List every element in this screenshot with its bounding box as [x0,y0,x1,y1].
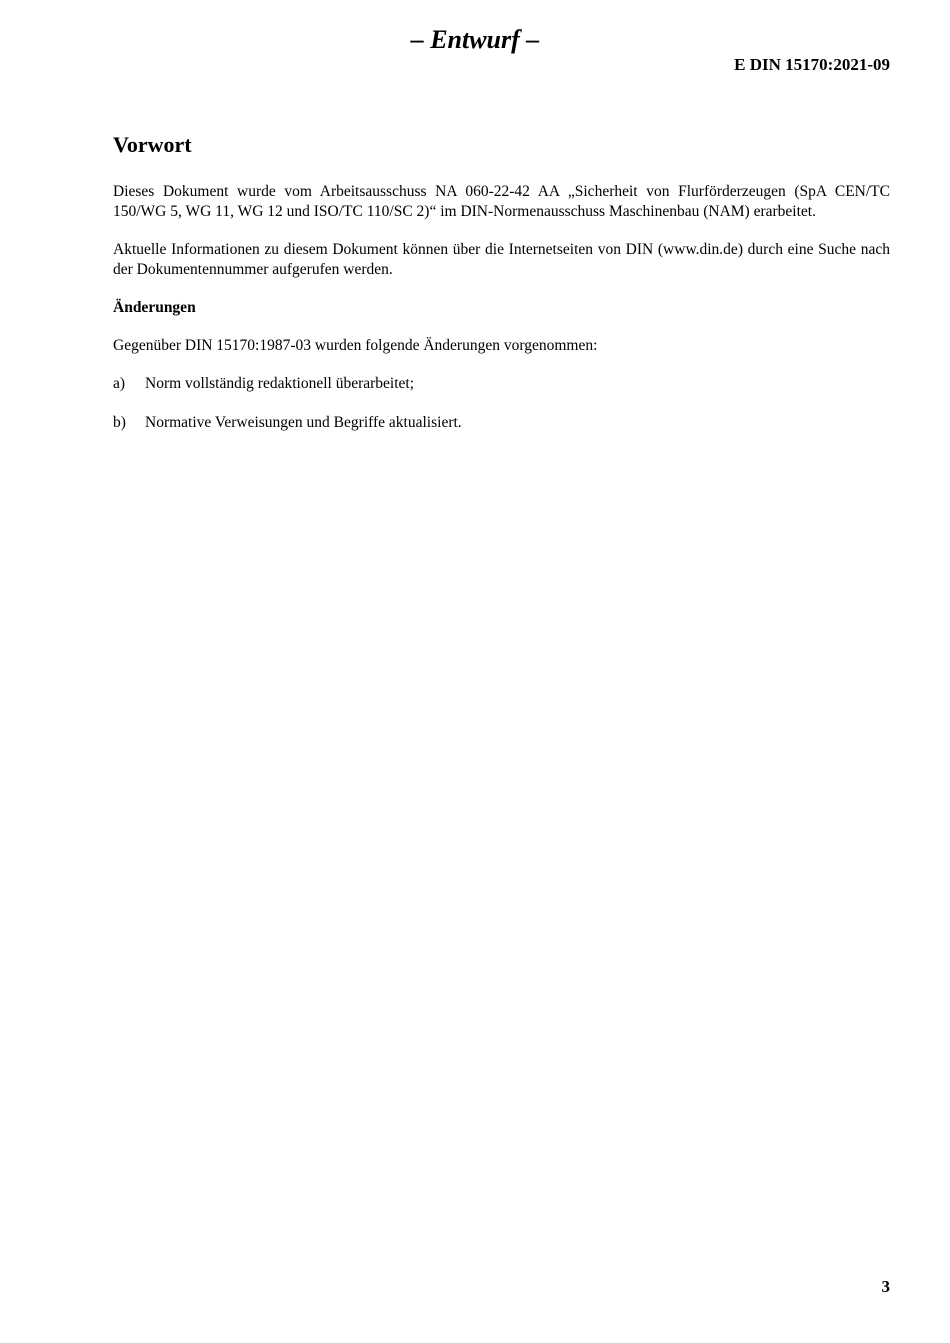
list-marker: a) [113,375,126,392]
section-title: Vorwort [113,132,192,157]
changes-heading: Änderungen [113,299,196,316]
list-text: Norm vollständig redaktionell überarbeitet; [145,375,415,392]
paragraph-information: Aktuelle Informationen zu diesem Dokument können über die Internetseiten von DIN (www.din.de) durch eine Suche nach der Dokumentennummer aufgerufen werden. [113,241,890,278]
page-number: 3 [881,1277,890,1296]
list-marker: b) [113,414,126,431]
paragraph-committee: Dieses Dokument wurde vom Arbeitsausschuss NA 060-22-42 AA „Sicherheit von Flurförderzeugen (SpA CEN/TC 150/WG 5, WG 11, WG 12 und ISO/TC 110/SC 2)“ im DIN-Normenausschuss Maschinenbau (NAM) erarbeitet. [113,183,890,220]
document-body [113,130,890,452]
draft-mark: – Entwurf – [410,25,540,54]
changes-intro: Gegenüber DIN 15170:1987-03 wurden folgende Änderungen vorgenommen: [113,337,598,354]
document-id: E DIN 15170:2021-09 [734,55,890,74]
list-item [113,413,890,433]
list-text: Normative Verweisungen und Begriffe aktualisiert. [145,414,462,431]
list-item [113,374,890,394]
